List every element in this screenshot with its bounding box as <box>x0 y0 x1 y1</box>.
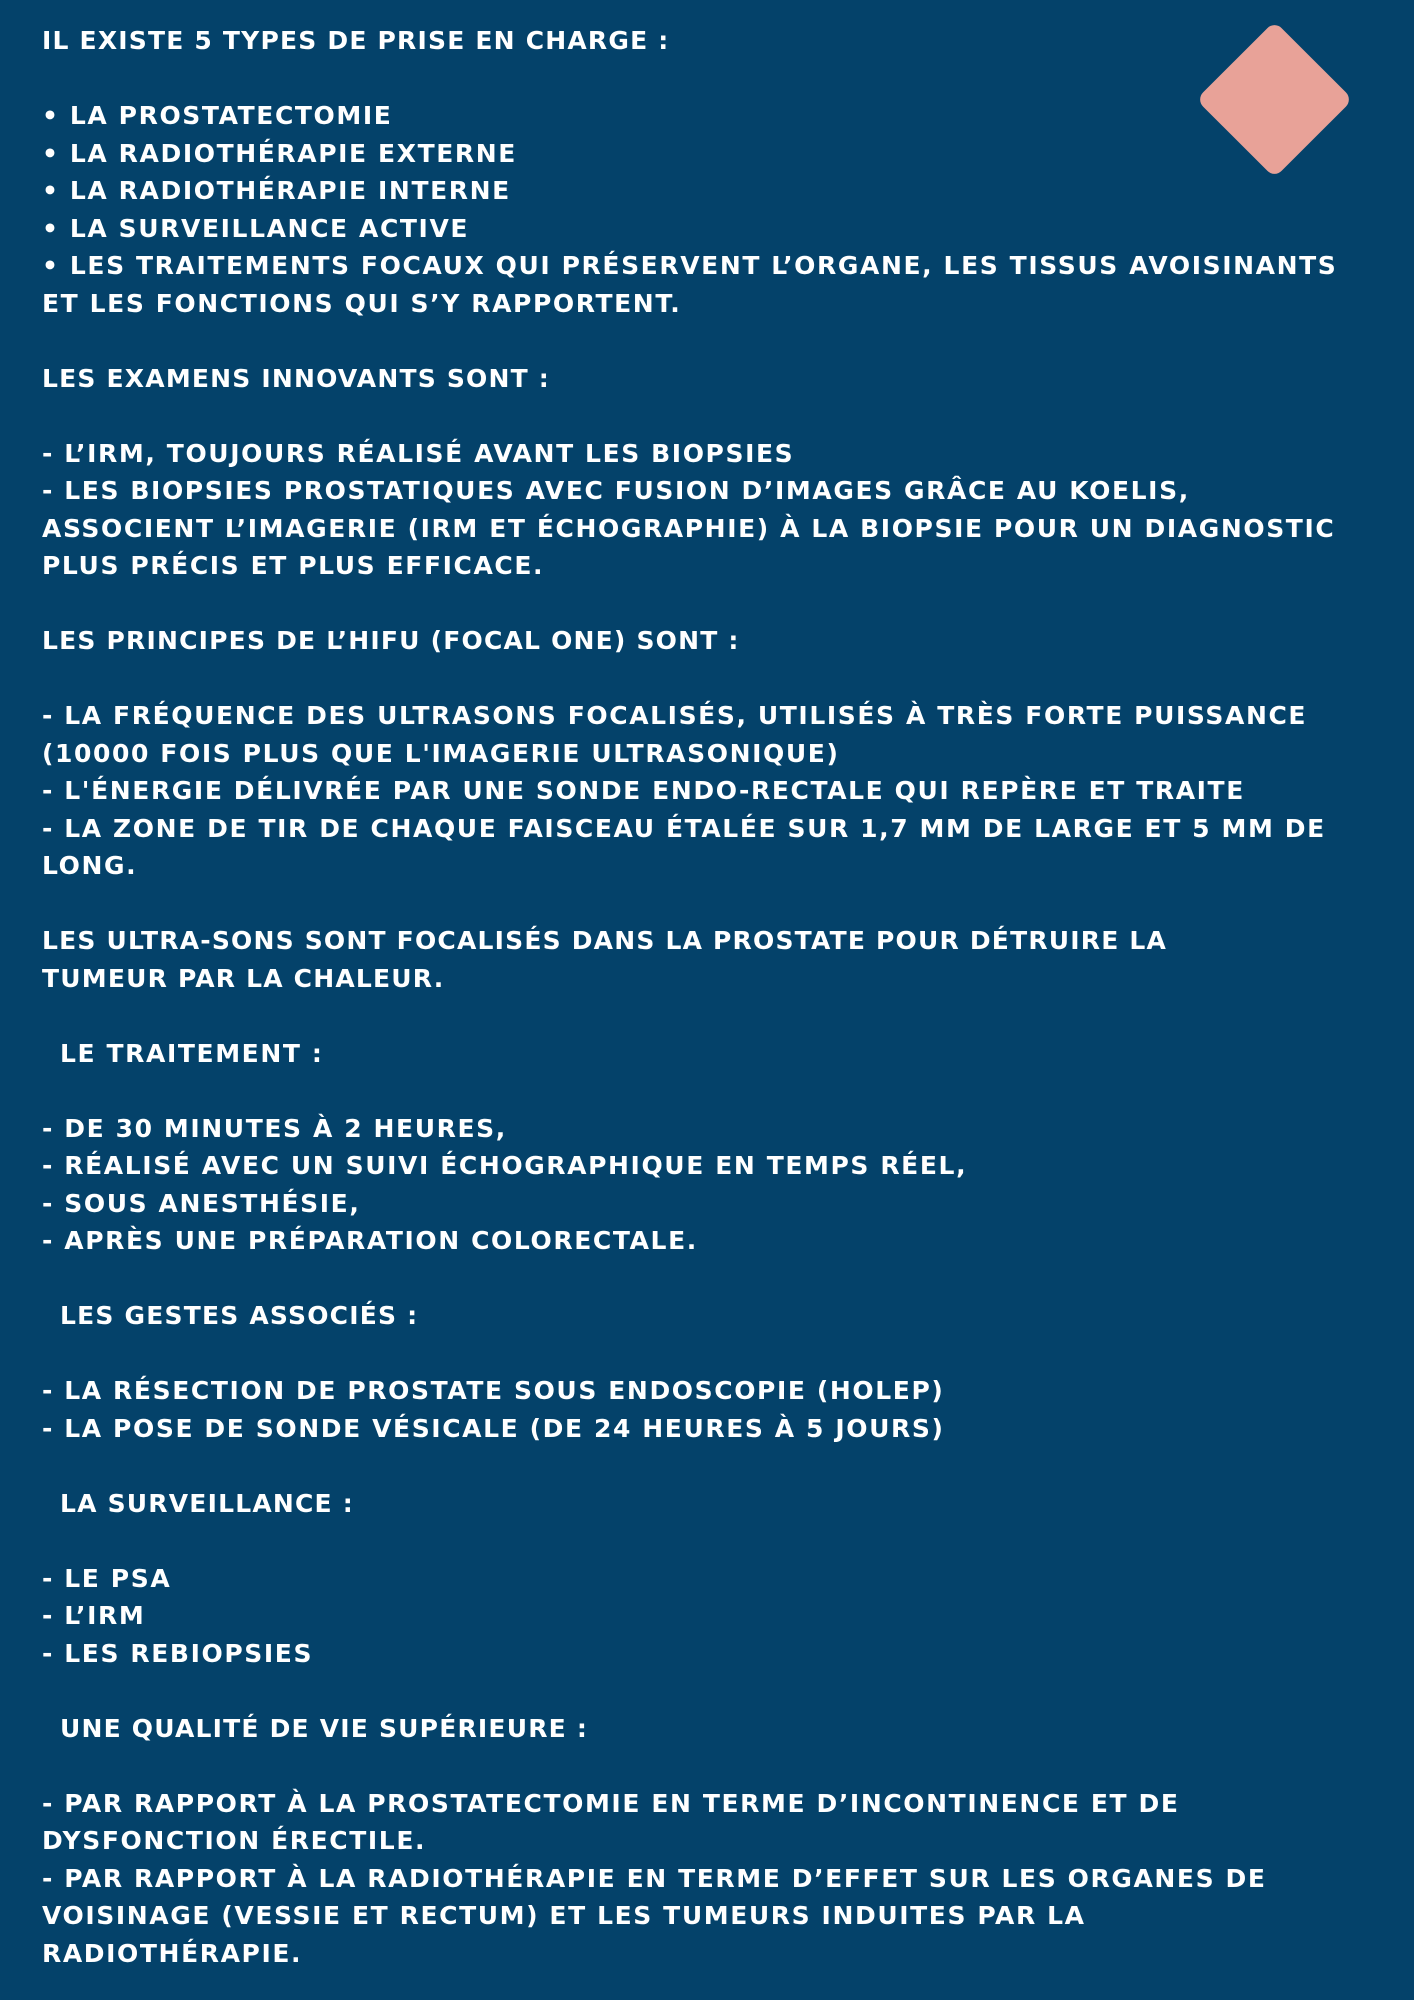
traitement-item: - DE 30 MINUTES À 2 HEURES, <box>42 1113 507 1143</box>
types-item: • LA RADIOTHÉRAPIE EXTERNE <box>42 138 517 168</box>
types-item: • LA RADIOTHÉRAPIE INTERNE <box>42 176 511 205</box>
surveillance-item: - LE PSA <box>42 1563 172 1593</box>
ultrasons-statement: LES ULTRA-SONS SONT FOCALISÉS DANS LA PROSTATE POUR DÉTRUIRE LA <box>42 926 1168 955</box>
surveillance-heading: LA SURVEILLANCE : <box>60 1488 354 1518</box>
types-item: • LA SURVEILLANCE ACTIVE <box>42 213 470 243</box>
hifu-item: LONG. <box>42 851 138 880</box>
page-content <box>42 22 1394 1972</box>
hifu-item: (10000 FOIS PLUS QUE L'IMAGERIE ULTRASONIQUE) <box>42 738 840 768</box>
traitement-heading: LE TRAITEMENT : <box>60 1038 324 1068</box>
traitement-item: - APRÈS UNE PRÉPARATION COLORECTALE. <box>42 1226 698 1255</box>
types-heading: IL EXISTE 5 TYPES DE PRISE EN CHARGE : <box>42 26 670 55</box>
qualite-item: VOISINAGE (VESSIE ET RECTUM) ET LES TUMEURS INDUITES PAR LA <box>42 1901 1086 1930</box>
surveillance-item: - L’IRM <box>42 1601 146 1630</box>
traitement-item: - SOUS ANESTHÉSIE, <box>42 1188 361 1218</box>
examens-item: PLUS PRÉCIS ET PLUS EFFICACE. <box>42 551 545 580</box>
hifu-heading: LES PRINCIPES DE L’HIFU (FOCAL ONE) SONT : <box>42 626 740 655</box>
examens-item: - LES BIOPSIES PROSTATIQUES AVEC FUSION D’IMAGES GRÂCE AU KOELIS, <box>42 476 1190 505</box>
qualite-item: DYSFONCTION ÉRECTILE. <box>42 1826 427 1855</box>
gestes-item: - LA RÉSECTION DE PROSTATE SOUS ENDOSCOPIE (HOLEP) <box>42 1376 945 1405</box>
hifu-item: - LA ZONE DE TIR DE CHAQUE FAISCEAU ÉTALÉE SUR 1,7 MM DE LARGE ET 5 MM DE <box>42 813 1326 843</box>
examens-heading: LES EXAMENS INNOVANTS SONT : <box>42 363 550 393</box>
examens-item: ASSOCIENT L’IMAGERIE (IRM ET ÉCHOGRAPHIE) À LA BIOPSIE POUR UN DIAGNOSTIC <box>42 513 1336 543</box>
types-item: • LES TRAITEMENTS FOCAUX QUI PRÉSERVENT L’ORGANE, LES TISSUS AVOISINANTS <box>42 251 1338 280</box>
qualite-item: - PAR RAPPORT À LA PROSTATECTOMIE EN TERME D’INCONTINENCE ET DE <box>42 1788 1180 1818</box>
types-item: ET LES FONCTIONS QUI S’Y RAPPORTENT. <box>42 288 682 318</box>
traitement-item: - RÉALISÉ AVEC UN SUIVI ÉCHOGRAPHIQUE EN TEMPS RÉEL, <box>42 1151 968 1180</box>
gestes-item: - LA POSE DE SONDE VÉSICALE (DE 24 HEURES À 5 JOURS) <box>42 1413 945 1443</box>
types-item: • LA PROSTATECTOMIE <box>42 101 393 130</box>
hifu-item: - L'ÉNERGIE DÉLIVRÉE PAR UNE SONDE ENDO-RECTALE QUI REPÈRE ET TRAITE <box>42 776 1245 805</box>
qualite-item: - PAR RAPPORT À LA RADIOTHÉRAPIE EN TERME D’EFFET SUR LES ORGANES DE <box>42 1863 1267 1893</box>
hifu-item: - LA FRÉQUENCE DES ULTRASONS FOCALISÉS, UTILISÉS À TRÈS FORTE PUISSANCE <box>42 701 1308 730</box>
ultrasons-statement: TUMEUR PAR LA CHALEUR. <box>42 963 445 993</box>
surveillance-item: - LES REBIOPSIES <box>42 1638 314 1668</box>
gestes-heading: LES GESTES ASSOCIÉS : <box>60 1301 419 1330</box>
qualite-item: RADIOTHÉRAPIE. <box>42 1938 303 1968</box>
examens-item: - L’IRM, TOUJOURS RÉALISÉ AVANT LES BIOPSIES <box>42 438 795 468</box>
qualite-heading: UNE QUALITÉ DE VIE SUPÉRIEURE : <box>60 1713 589 1743</box>
